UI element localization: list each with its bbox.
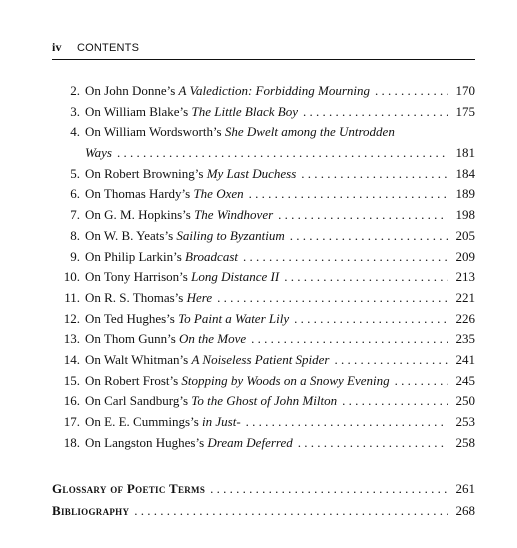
toc-entry[interactable] xyxy=(52,309,475,330)
entry-number: 8. xyxy=(70,227,80,243)
entry-page: 261 xyxy=(455,481,475,496)
entry-number: 6. xyxy=(70,186,80,202)
toc-entry[interactable] xyxy=(52,81,475,102)
entry-page: 213 xyxy=(455,269,475,285)
entry-page: 184 xyxy=(455,165,475,181)
entry-number: 5. xyxy=(70,165,80,181)
toc-entry[interactable] xyxy=(52,350,475,371)
dot-leader xyxy=(278,205,448,226)
entry-page: 258 xyxy=(455,434,475,450)
toc-entry[interactable] xyxy=(52,433,475,454)
entry-title: On Thom Gunn’s On the Move xyxy=(85,331,247,347)
toc-entry[interactable] xyxy=(52,226,475,247)
entry-number: 16. xyxy=(63,393,80,409)
entry-number: 9. xyxy=(70,248,80,264)
entry-title-continuation xyxy=(52,143,112,164)
entry-number: 4. xyxy=(70,124,80,140)
dot-leader xyxy=(217,288,448,309)
entry-title: On Ted Hughes’s To Paint a Water Lily xyxy=(85,310,290,326)
back-matter-title: Bibliography xyxy=(52,503,130,518)
work-title: Sailing to Byzantium xyxy=(176,227,285,243)
dot-leader xyxy=(251,329,448,350)
entry-number: 3. xyxy=(70,103,80,119)
entry-page: 250 xyxy=(455,393,475,409)
work-title: Stopping by Woods on a Snowy Evening xyxy=(181,372,390,388)
entry-page: 226 xyxy=(455,310,475,326)
dot-leader xyxy=(210,478,448,500)
work-title: The Little Black Boy xyxy=(191,103,298,119)
entry-number: 2. xyxy=(70,83,80,98)
dot-leader xyxy=(375,81,448,102)
dot-leader xyxy=(243,247,448,268)
work-title: My Last Duchess xyxy=(206,165,297,181)
toc-entry[interactable] xyxy=(52,412,475,433)
work-title: Broadcast xyxy=(185,248,238,264)
toc-entry[interactable] xyxy=(52,288,475,309)
toc-entry-glossary[interactable] xyxy=(52,478,475,500)
toc-entry[interactable] xyxy=(52,184,475,205)
dot-leader xyxy=(303,102,448,123)
toc-list xyxy=(52,81,475,453)
dot-leader xyxy=(284,267,448,288)
toc-entry[interactable] xyxy=(52,122,475,143)
entry-number: 15. xyxy=(63,372,80,388)
page-folio: iv xyxy=(52,40,62,54)
entry-page: 235 xyxy=(455,331,475,347)
toc-entry[interactable] xyxy=(52,391,475,412)
toc-entry-continuation[interactable] xyxy=(52,143,475,164)
entry-title: On William Wordsworth’s She Dwelt among the Untrodden xyxy=(85,124,395,140)
entry-number: 13. xyxy=(63,331,80,347)
entry-title: On Carl Sandburg’s To the Ghost of John Milton xyxy=(85,393,338,409)
work-title: A Noiseless Patient Spider xyxy=(191,351,330,367)
dot-leader xyxy=(294,309,448,330)
dot-leader xyxy=(301,164,448,185)
toc-entry[interactable] xyxy=(52,164,475,185)
work-title: The Windhover xyxy=(194,207,274,223)
entry-title: On Robert Browning’s My Last Duchess xyxy=(85,165,297,181)
work-title: To Paint a Water Lily xyxy=(178,310,290,326)
entry-title: On E. E. Cummings’s in Just- xyxy=(85,414,241,429)
dot-leader xyxy=(335,350,449,371)
entry-number: 17. xyxy=(63,414,80,429)
toc-entry[interactable] xyxy=(52,205,475,226)
entry-title: On Walt Whitman’s A Noiseless Patient Spider xyxy=(85,351,330,367)
toc-entry[interactable] xyxy=(52,329,475,350)
dot-leader xyxy=(246,412,448,433)
entry-page: 253 xyxy=(455,414,475,429)
dot-leader xyxy=(290,226,448,247)
entry-page: 205 xyxy=(455,227,475,243)
entry-title: On Philip Larkin’s Broadcast xyxy=(85,248,238,264)
entry-number: 18. xyxy=(63,434,80,450)
entry-number: 14. xyxy=(63,351,80,367)
entry-number: 12. xyxy=(63,310,80,326)
work-title: She Dwelt among the Untrodden xyxy=(224,124,395,140)
entry-title: On Tony Harrison’s Long Distance II xyxy=(85,269,280,285)
back-matter-title: Glossary of Poetic Terms xyxy=(52,481,206,496)
back-matter-list xyxy=(52,478,475,522)
dot-leader xyxy=(298,433,448,454)
toc-entry[interactable] xyxy=(52,267,475,288)
entry-number: 11. xyxy=(64,289,80,305)
entry-page: 170 xyxy=(455,83,475,98)
work-title: To the Ghost of John Milton xyxy=(191,393,338,409)
dot-leader xyxy=(134,500,448,522)
entry-title: On Robert Frost’s Stopping by Woods on a Snowy Evening xyxy=(85,372,390,388)
entry-page: 175 xyxy=(455,103,475,119)
toc-entry[interactable] xyxy=(52,247,475,268)
entry-page: 189 xyxy=(455,186,475,202)
entry-page: 198 xyxy=(455,207,475,223)
work-title: Long Distance II xyxy=(191,269,280,285)
work-title: Dream Deferred xyxy=(207,434,293,450)
entry-page: 209 xyxy=(455,248,475,264)
entry-title: On William Blake’s The Little Black Boy xyxy=(85,103,298,119)
entry-page: 181 xyxy=(455,145,475,161)
running-header xyxy=(52,40,475,60)
work-title: Here xyxy=(186,289,213,305)
entry-page: 221 xyxy=(455,289,475,305)
work-title: On the Move xyxy=(179,331,247,347)
entry-page: 245 xyxy=(455,372,475,388)
toc-entry[interactable] xyxy=(52,102,475,123)
entry-title: On W. B. Yeats’s Sailing to Byzantium xyxy=(85,227,285,243)
work-title: in Just- xyxy=(202,414,241,429)
header-label: CONTENTS xyxy=(77,42,140,54)
entry-number: 7. xyxy=(70,207,80,223)
entry-title: On Thomas Hardy’s The Oxen xyxy=(85,186,244,202)
entry-title: On Langston Hughes’s Dream Deferred xyxy=(85,434,293,450)
entry-number: 10. xyxy=(63,269,80,285)
dot-leader xyxy=(249,184,448,205)
dot-leader xyxy=(342,391,448,412)
toc-entry-bibliography[interactable] xyxy=(52,500,475,522)
dot-leader xyxy=(395,371,448,392)
entry-title: On John Donne’s A Valediction: Forbidding Mourning xyxy=(85,83,371,98)
dot-leader xyxy=(117,143,448,164)
entry-title: On G. M. Hopkins’s The Windhover xyxy=(85,207,274,223)
work-title: A Valediction: Forbidding Mourning xyxy=(178,83,371,98)
work-title: The Oxen xyxy=(193,186,244,202)
toc-entry[interactable] xyxy=(52,371,475,392)
work-title-continuation: Ways xyxy=(85,145,112,161)
entry-page: 241 xyxy=(455,351,475,367)
entry-title: On R. S. Thomas’s Here xyxy=(85,289,213,305)
entry-page: 268 xyxy=(455,503,475,518)
